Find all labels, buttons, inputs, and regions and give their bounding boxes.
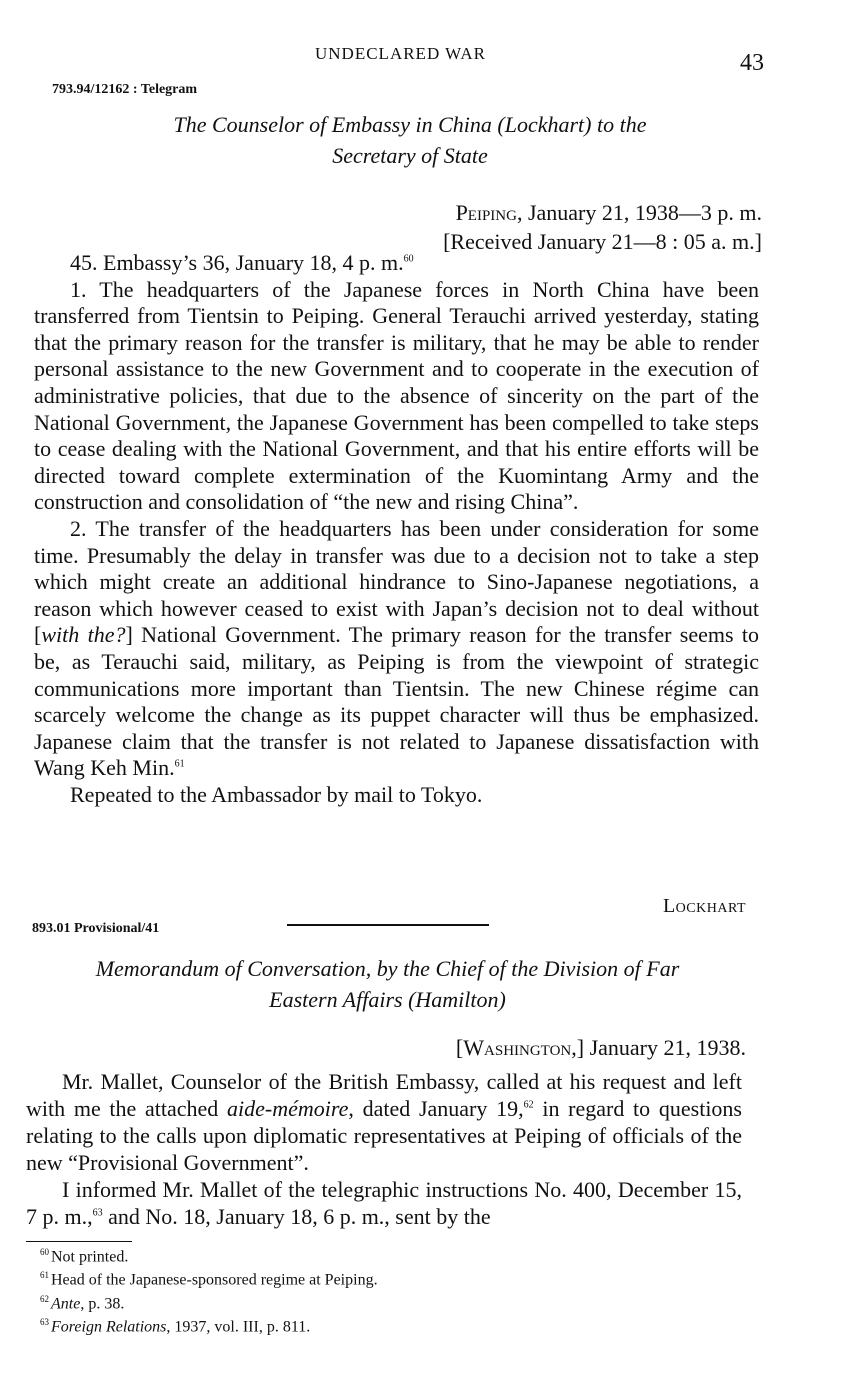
paragraph xyxy=(34,250,759,277)
footnote-ref: 60 xyxy=(403,253,414,265)
paragraph-text: and No. 18, January 18, 6 p. m., sent by the xyxy=(102,1204,491,1229)
footnote-text: , 1937, vol. III, p. 811. xyxy=(166,1318,311,1336)
telegram-body xyxy=(34,250,759,808)
dateline-date: January 21, 1938—3 p. m. xyxy=(522,200,762,225)
document-title-line: Secretary of State xyxy=(332,143,488,168)
document-title xyxy=(0,109,820,171)
footnote-italic: Foreign Relations xyxy=(51,1318,167,1336)
paragraph xyxy=(34,516,759,782)
footnote xyxy=(40,1313,740,1336)
running-header: UNDECLARED WAR xyxy=(315,44,486,63)
footnote-italic: Ante xyxy=(51,1294,81,1312)
dateline xyxy=(443,198,762,256)
memorandum-body xyxy=(26,1068,742,1230)
paragraph-text: I informed Mr. Mallet of the telegraphic instructions No. 400, December 15, 7 p. m., xyxy=(26,1177,742,1229)
footnote-text: Not printed. xyxy=(51,1248,129,1266)
paragraph-text: 2. The transfer of the headquarters has been under consideration for some time. Presumably the delay in transfer was due to a decision not to take a step which might create an additional hindrance to Sino-Japanese negotiations, a reason which however ceased to exist with Japan’s decision not to deal without [ xyxy=(34,515,759,648)
document-title-line: Eastern Affairs (Hamilton) xyxy=(269,987,506,1012)
dateline-date: ] January 21, 1938. xyxy=(576,1035,746,1060)
document-file-number: 893.01 Provisional/41 xyxy=(32,921,160,936)
paragraph-text: , dated January 19, xyxy=(348,1096,524,1121)
received-date: [Received January 21—8 : 05 a. m.] xyxy=(443,229,762,254)
footnote-text: , p. 38. xyxy=(80,1294,125,1312)
section-divider xyxy=(287,924,489,926)
footnote-mark: 63 xyxy=(40,1316,49,1327)
footnote-divider xyxy=(26,1241,132,1242)
document-title-line: The Counselor of Embassy in China (Lockhart) to the xyxy=(173,112,647,137)
footnote-text: Head of the Japanese-sponsored regime at Peiping. xyxy=(51,1271,378,1289)
paragraph-text: Mr. Mallet, Counselor of the British Embassy, called at his request and left with me the attached xyxy=(26,1069,742,1121)
footnote xyxy=(40,1266,740,1289)
document-file-number: 793.94/12162 : Telegram xyxy=(52,82,198,97)
footnote-ref: 62 xyxy=(523,1099,534,1111)
paragraph-text: 45. Embassy’s 36, January 18, 4 p. m. xyxy=(70,250,404,275)
document-title-line: Memorandum of Conversation, by the Chief of the Division of Far xyxy=(95,956,680,981)
paragraph-italic: aide-mémoire xyxy=(227,1096,349,1121)
paragraph-text: in regard to questions relating to the calls upon diplomatic representatives at Peiping of officials of the new “Provisional Government”. xyxy=(26,1096,742,1175)
footnote-mark: 61 xyxy=(40,1270,49,1281)
dateline xyxy=(456,1035,746,1061)
dateline-bracket: [ xyxy=(455,1035,464,1060)
footnote xyxy=(40,1290,740,1313)
paragraph-italic: with the? xyxy=(41,622,126,648)
paragraph-text: ] National Government. The primary reason for the transfer seems to be, as Terauchi said, military, as Peiping is from the viewpoint of strategic communications more important than Tientsin. The new Chinese régime can scarcely welcome the change as its puppet character will thus be emphasized. Japanese claim that the transfer is not related to Japanese dissatisfaction with Wang Keh Min. xyxy=(34,622,760,781)
paragraph: Repeated to the Ambassador by mail to Tokyo. xyxy=(70,781,483,807)
dateline-place: Peiping, xyxy=(455,200,523,225)
paragraph: 1. The headquarters of the Japanese forces in North China have been transferred from Tientsin to Peiping. General Terauchi arrived yesterday, stating that the primary reason for the transfer is military, that he may be able to render personal assistance to the new Government and to cooperate in the execution of administrative policies, that due to the absence of sincerity on the part of the National Government, the Japanese Government has been compelled to take steps to cease dealing with the National Government, and that his entire efforts will be directed toward complete extermination of the Kuomintang Army and the construction and consolidation of “the new and rising China”. xyxy=(34,276,759,515)
signature: Lockhart xyxy=(662,895,746,917)
footnotes xyxy=(40,1243,740,1336)
dateline-place: Washington, xyxy=(463,1035,577,1060)
document-title xyxy=(30,953,745,1015)
footnote-ref: 63 xyxy=(92,1207,103,1219)
footnote-ref: 61 xyxy=(174,758,185,770)
page-number: 43 xyxy=(740,50,764,76)
footnote xyxy=(40,1243,740,1266)
paragraph xyxy=(26,1068,742,1176)
footnote-mark: 60 xyxy=(40,1247,49,1257)
footnote-mark: 62 xyxy=(40,1293,49,1304)
paragraph xyxy=(26,1176,742,1230)
